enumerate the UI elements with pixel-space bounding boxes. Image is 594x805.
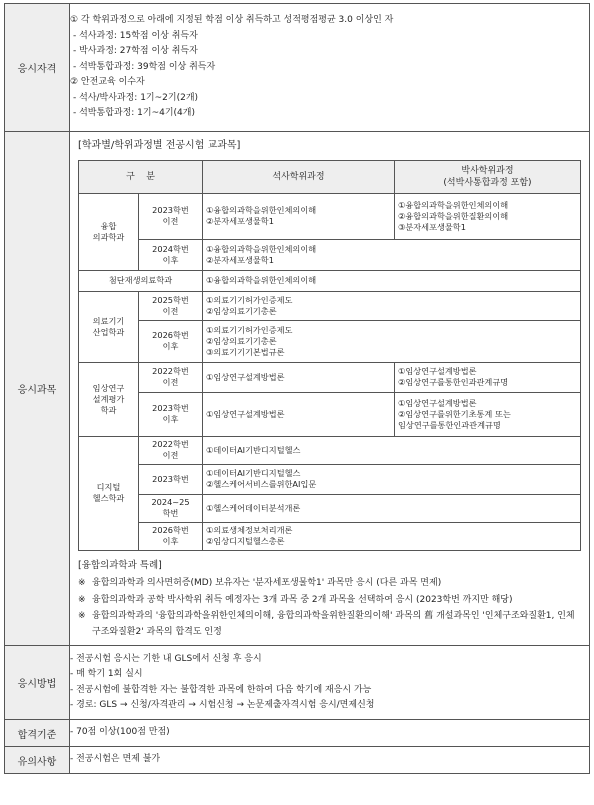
qualification-line: - 석박통합과정: 1기~4기(4개) xyxy=(73,108,195,119)
dept-digital: 디지털 헬스학과 xyxy=(79,436,139,550)
special-rule-text: 융합의과학과 공학 박사학위 취득 예정자는 3개 과목 중 2개 과목을 선택하여 응시 (2023학번 까지만 해당) xyxy=(92,594,513,605)
masters-subjects: ①의료생체정보처리개론 ②임상디지털헬스총론 xyxy=(203,522,581,550)
caution-row xyxy=(5,747,590,774)
subjects-row xyxy=(5,132,590,646)
subjects-label: 응시과목 xyxy=(5,132,70,646)
dept-device: 의료기기 산업학과 xyxy=(79,291,139,362)
reference-mark-icon: ※ xyxy=(78,578,86,588)
caution-content: - 전공시험은 면제 불가 xyxy=(70,747,590,774)
table-row xyxy=(79,362,581,392)
doctoral-subjects: ①임상연구설계방법론 ②임상연구를위한기초통계 또는 임상연구를통한인과관계규명 xyxy=(395,392,581,436)
reference-mark-icon: ※ xyxy=(78,611,86,621)
method-content xyxy=(70,646,590,720)
special-rule-text: 융합의과학과 의사면허증(MD) 보유자는 '분자세포생물학1' 과목만 응시 (다른 과목 면제) xyxy=(92,578,442,588)
qualification-line: - 석박통합과정: 39학점 이상 취득자 xyxy=(73,61,216,72)
criteria-content: - 70점 이상(100점 만점) xyxy=(70,720,590,747)
year-cell: 2023학번 이후 xyxy=(139,392,203,436)
dept-clinical: 임상연구 설계평가 학과 xyxy=(79,362,139,436)
table-row xyxy=(79,494,581,522)
masters-subjects: ①의료기기허가인증제도 ②임상의료기기총론 xyxy=(203,291,581,320)
masters-subjects: ①데이터AI기반디지털헬스 ②헬스케어서비스를위한AI입문 xyxy=(203,464,581,494)
method-line: - 전공시험에 불합격한 자는 불합격한 과목에 한하여 다음 학기에 재응시 가능 xyxy=(70,684,372,695)
header-doctoral-title: 박사학위과정 xyxy=(461,165,514,176)
method-label: 응시방법 xyxy=(5,646,70,720)
criteria-label: 합격기준 xyxy=(5,720,70,747)
reference-mark-icon: ※ xyxy=(78,594,86,605)
dept-convergence: 융합 의과학과 xyxy=(79,193,139,270)
year-cell: 2022학번 이전 xyxy=(139,362,203,392)
qualification-content xyxy=(70,4,590,132)
qualification-line: ① 각 학위과정으로 아래에 지정된 학점 이상 취득하고 성적평점평균 3.0 이상인 자 xyxy=(70,15,394,26)
dept-regen: 첨단재생의료학과 xyxy=(79,270,203,291)
year-cell: 2023학번 xyxy=(139,464,203,494)
special-rules-title: [융합의과학과 특례] xyxy=(78,559,162,571)
subjects-content xyxy=(70,132,590,646)
table-row xyxy=(79,270,581,291)
header-masters: 석사학위과정 xyxy=(203,160,395,193)
qualification-line: - 석사/박사과정: 1기~2기(2개) xyxy=(73,92,199,103)
masters-subjects: ①헬스케어데이터분석개론 xyxy=(203,494,581,522)
special-rule-note xyxy=(78,576,581,592)
masters-subjects: ①의료기기허가인증제도 ②임상의료기기총론 ③의료기기기본법규론 xyxy=(203,320,581,362)
masters-subjects: ①융합의과학을위한인체의이해 xyxy=(203,270,581,291)
header-doctoral-sub: (석박사통합과정 포함) xyxy=(443,177,532,188)
special-rule-text: 융합의과학과의 '융합의과학을위한인체의이해, 융합의과학을위한질환의이해' 과목의 舊 개설과목인 '인체구조와질환1, 인체구조와질환2' 과목의 합격도 인정 xyxy=(92,611,575,637)
year-cell: 2023학번 이전 xyxy=(139,193,203,239)
subjects-heading: [학과별/학위과정별 전공시험 교과목] xyxy=(78,140,241,151)
year-cell: 2024~25 학번 xyxy=(139,494,203,522)
year-cell: 2025학번 이전 xyxy=(139,291,203,320)
masters-subjects: ①임상연구설계방법론 xyxy=(203,362,395,392)
method-row xyxy=(5,646,590,720)
criteria-row xyxy=(5,720,590,747)
subject-table xyxy=(78,160,581,551)
masters-subjects: ①데이터AI기반디지털헬스 xyxy=(203,436,581,464)
table-row xyxy=(79,193,581,239)
method-line: - 전공시험 응시는 기한 내 GLS에서 신청 후 응시 xyxy=(70,653,262,664)
special-rule-note xyxy=(78,609,581,640)
masters-subjects: ①임상연구설계방법론 xyxy=(203,392,395,436)
header-category: 구 분 xyxy=(79,160,203,193)
qualification-label: 응시자격 xyxy=(5,4,70,132)
qualification-row xyxy=(5,4,590,132)
table-row xyxy=(79,436,581,464)
year-cell: 2022학번 이전 xyxy=(139,436,203,464)
qualification-line: - 석사과정: 15학점 이상 취득자 xyxy=(73,30,198,41)
doctoral-subjects: ①융합의과학을위한인체의이해 ②융합의과학을위한질환의이해 ③분자세포생물학1 xyxy=(395,193,581,239)
qualification-line: ② 안전교육 이수자 xyxy=(70,77,145,88)
year-cell: 2026학번 이후 xyxy=(139,522,203,550)
table-row xyxy=(79,392,581,436)
table-row xyxy=(79,320,581,362)
header-doctoral xyxy=(395,160,581,193)
table-row xyxy=(79,464,581,494)
special-rule-note xyxy=(78,593,581,609)
doctoral-subjects: ①임상연구설계방법론 ②임상연구를통한인과관계규명 xyxy=(395,362,581,392)
year-cell: 2026학번 이후 xyxy=(139,320,203,362)
table-row xyxy=(79,291,581,320)
masters-subjects: ①융합의과학을위한인체의이해 ②분자세포생물학1 xyxy=(203,239,581,270)
method-line: - 매 학기 1회 실시 xyxy=(70,669,143,679)
table-row xyxy=(79,239,581,270)
table-row xyxy=(79,522,581,550)
subject-table-header xyxy=(79,160,581,193)
year-cell: 2024학번 이후 xyxy=(139,239,203,270)
qualification-line: - 박사과정: 27학점 이상 취득자 xyxy=(73,46,198,57)
masters-subjects: ①융합의과학을위한인체의이해 ②분자세포생물학1 xyxy=(203,193,395,239)
method-line: - 경로: GLS → 신청/자격관리 → 시험신청 → 논문제출자격시험 응시/면제신청 xyxy=(70,700,375,710)
exam-requirements-table xyxy=(4,3,590,774)
caution-label: 유의사항 xyxy=(5,747,70,774)
